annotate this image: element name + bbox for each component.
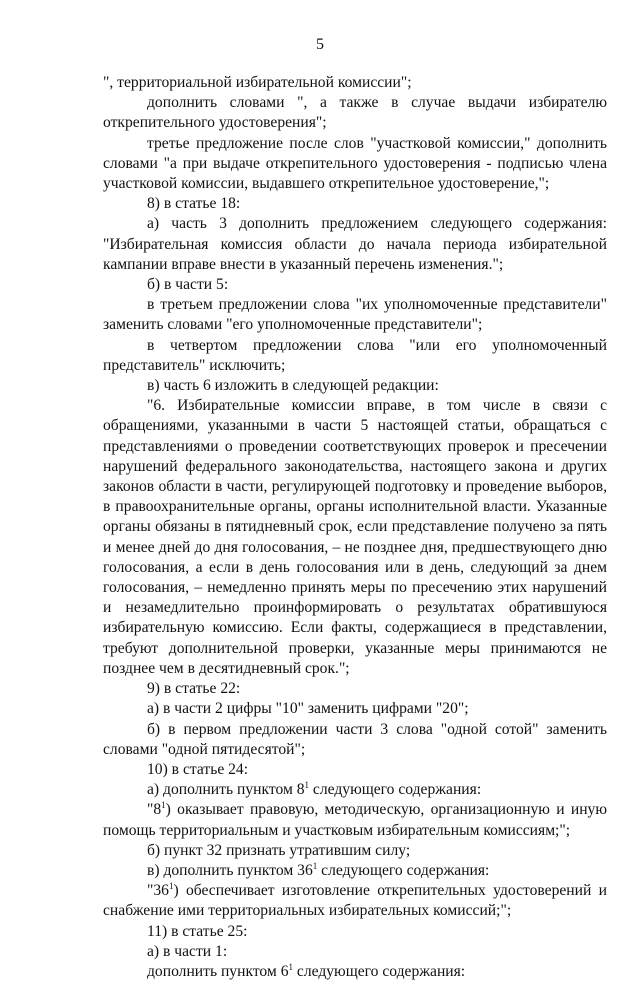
paragraph: в) часть 6 изложить в следующей редакции: [147,377,439,395]
paragraph: в четвертом предложении слова "или его уполномоченный представитель" исключить; [103,336,607,374]
paragraph [103,881,607,921]
paragraph-text: следующего содержания: [293,962,466,980]
paragraph: третье предложение после слов "участковой комиссии," дополнить словами "а при выдаче открепительного удостоверения - подписью члена участковой комиссии, выдавшего открепительное удостоверение,"; [103,134,607,193]
paragraph: а) часть 3 дополнить предложением следующего содержания: "Избирательная комиссия области до начала периода избирательной кампании вправе внести в указанный перечень изменения."; [103,215,607,273]
paragraph-text: "8 [147,801,162,819]
paragraph: а) в части 2 цифры "10" заменить цифрами "20"; [147,700,469,718]
paragraph: 9) в статье 22: [147,680,241,698]
paragraph-text: следующего содержания: [317,861,490,879]
paragraph-text: а) дополнить пунктом 8 [147,781,305,799]
paragraph: ", территориальной избирательной комиссии"; [103,74,412,91]
paragraph: б) в первом предложении части 3 слова "одной сотой" заменить словами "одной пятидесятой"; [103,720,607,758]
paragraph: б) в части 5: [147,276,229,294]
paragraph [103,861,607,881]
paragraph [103,962,607,982]
paragraph-text: "36 [147,882,169,900]
superscript: 1 [312,860,318,871]
paragraph: б) пункт 32 признать утратившим силу; [147,841,411,859]
paragraph-text: дополнить пунктом 6 [147,962,289,980]
paragraph-text: в) дополнить пунктом 36 [147,861,313,879]
document-body [103,73,607,982]
paragraph-text: следующего содержания: [309,781,482,799]
superscript: 1 [161,800,166,811]
paragraph-text: ) оказывает правовую, методическую, организационную и иную помощь территориальным и участковым избирательным комиссиям;"; [103,801,607,839]
paragraph: в третьем предложении слова "их уполномоченные представители" заменить словами "его уполномоченные представители"; [103,296,607,334]
paragraph: 11) в статье 25: [147,922,248,940]
paragraph [103,780,607,800]
superscript: 1 [168,881,174,892]
paragraph: 10) в статье 24: [147,760,249,778]
superscript: 1 [304,780,310,791]
paragraph: дополнить словами ", а также в случае выдачи избирателю открепительного удостоверения"; [103,94,607,132]
paragraph [103,800,607,840]
page-number: 5 [316,36,324,53]
paragraph: а) в части 1: [147,942,228,960]
paragraph: "6. Избирательные комиссии вправе, в том числе в связи с обращениями, указанными в части 5 настоящей статьи, обращаться с представлениями о проведении соответствующих проверок и пресечении нарушений федерального законодательства, настоящего закона и других законов области в части, регулирующей подготовку и проведение выборов, в правоохранительные органы, органы исполнительной власти. Указанные органы обязаны в пятидневный срок, если представление получено за пять и менее дней до дня голосования, – не позднее дня, предшествующего дню голосования, а если в день голосования или в день, следующий за днем голосования, – немедленно принять меры по пресечению этих нарушений и незамедлительно проинформировать о результатах обратившуюся избирательную комиссию. Если факты, содержащиеся в представлении, требуют дополнительной проверки, указанные меры принимаются не позднее чем в десятидневный срок."; [103,397,607,677]
paragraph: 8) в статье 18: [147,195,241,213]
superscript: 1 [288,961,293,972]
paragraph-text: ) обеспечивает изготовление открепительных удостоверений и снабжение ими территориальных избирательных комиссий;"; [103,882,607,920]
